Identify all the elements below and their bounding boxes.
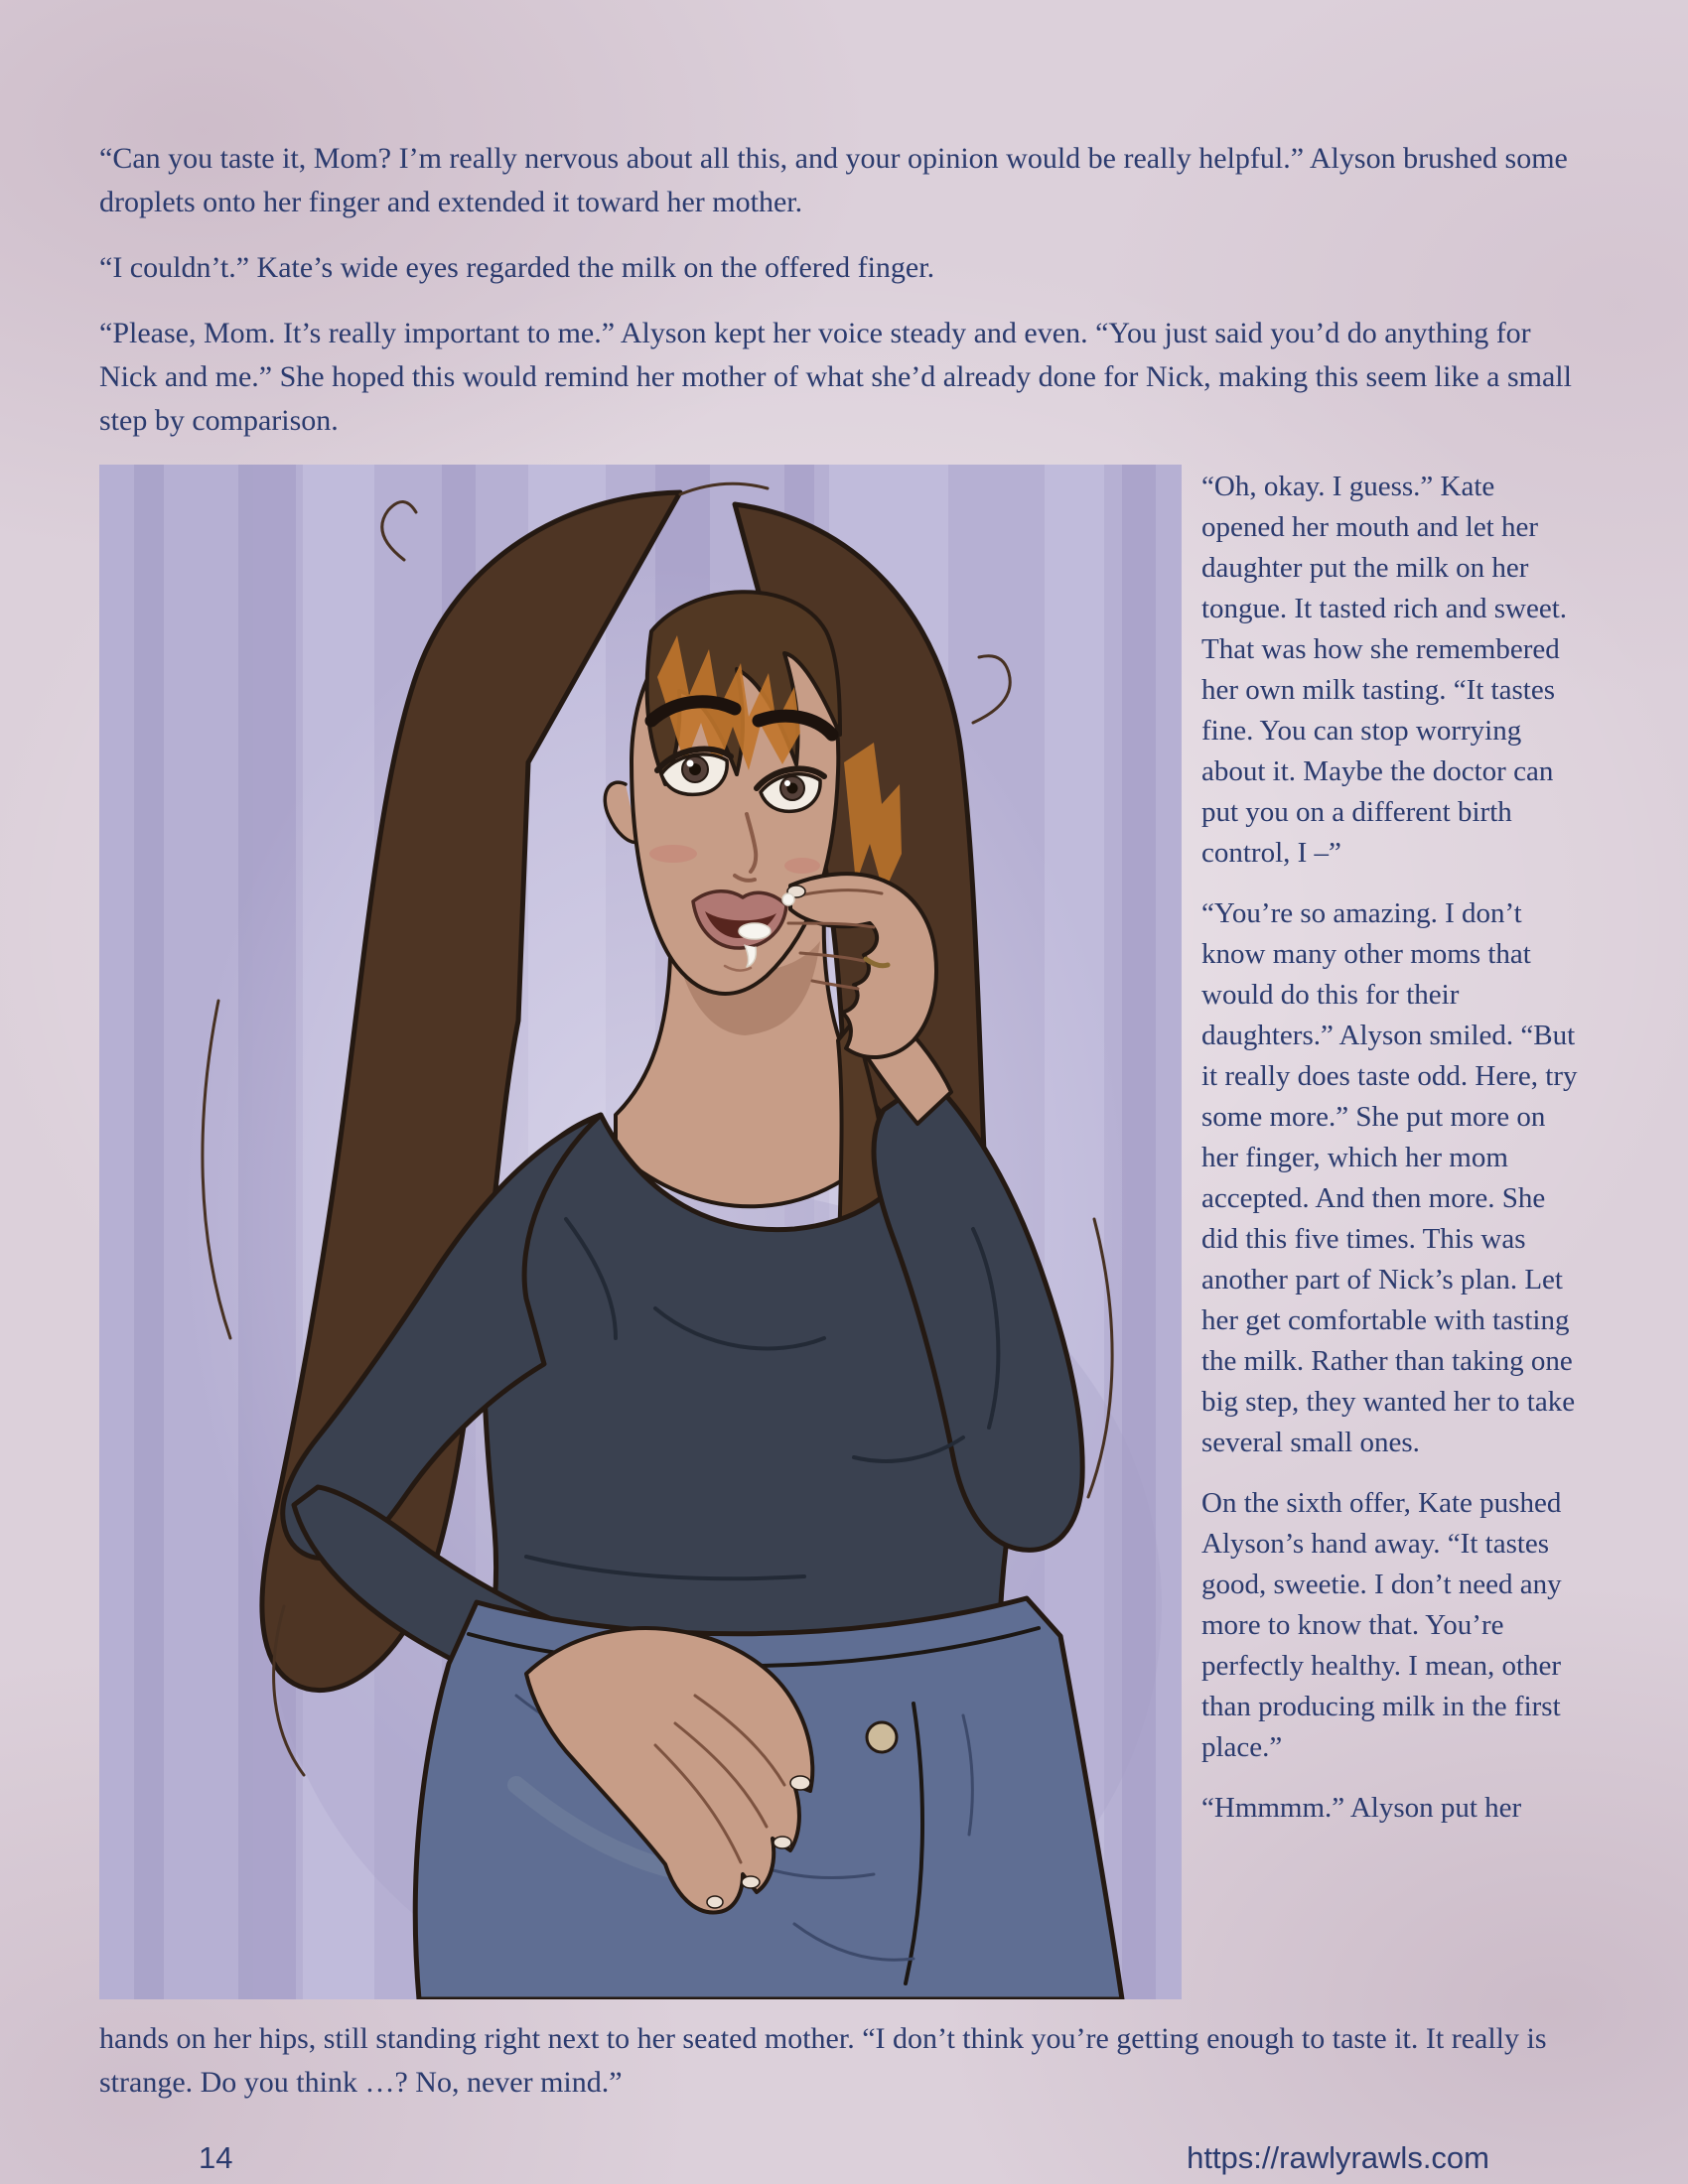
illustration-and-text-row [99,465,1579,1999]
story-paragraph: “Please, Mom. It’s really important to me.” Alyson kept her voice steady and even. “You just said you’d do anything for Nick and me.” She hoped this would remind her mother of what she’d already done for Nick, making this seem like a small step by comparison. [99,317,1572,437]
story-paragraph: “You’re so amazing. I don’t know many other moms that would do this for their daughters.” Alyson smiled. “But it really does taste odd. Here, try some more.” She put more on her finger, which her mom accepted. And then more. She did this five times. This was another part of Nick’s plan. Let her get comfortable with tasting the milk. Rather than taking one big step, they wanted her to take several small ones. [1201,897,1578,1458]
story-paragraph: “Hmmmm.” Alyson put her [1201,1792,1522,1824]
story-illustration [99,465,1182,1999]
page-footer [99,2140,1579,2176]
story-paragraph-continuation: hands on her hips, still standing right next to her seated mother. “I don’t think you’re getting enough to taste it. It really is strange. Do you think …? No, never mind.” [99,2022,1547,2099]
site-url-link[interactable]: https://rawlyrawls.com [1187,2140,1489,2175]
illustration-artwork [99,465,1182,1999]
side-text-column [1201,465,1579,1848]
story-paragraph: “Can you taste it, Mom? I’m really nervous about all this, and your opinion would be really helpful.” Alyson brushed some droplets onto her finger and extended it toward her mother. [99,142,1568,218]
story-paragraph: “Oh, okay. I guess.” Kate opened her mouth and let her daughter put the milk on her tongue. It tasted rich and sweet. That was how she remembered her own milk tasting. “It tastes fine. You can stop worrying about it. Maybe the doctor can put you on a different birth control, I –” [1201,471,1568,869]
page-number: 14 [199,2140,233,2175]
milk-on-lips [739,923,771,939]
story-paragraph: On the sixth offer, Kate pushed Alyson’s hand away. “It tastes good, sweetie. I don’t need any more to know that. You’re perfectly healthy. I mean, other than producing milk in the first place.” [1201,1487,1562,1763]
story-paragraph: “I couldn’t.” Kate’s wide eyes regarded the milk on the offered finger. [99,251,935,284]
milk-on-finger [782,893,794,905]
jeans-button [867,1722,897,1752]
